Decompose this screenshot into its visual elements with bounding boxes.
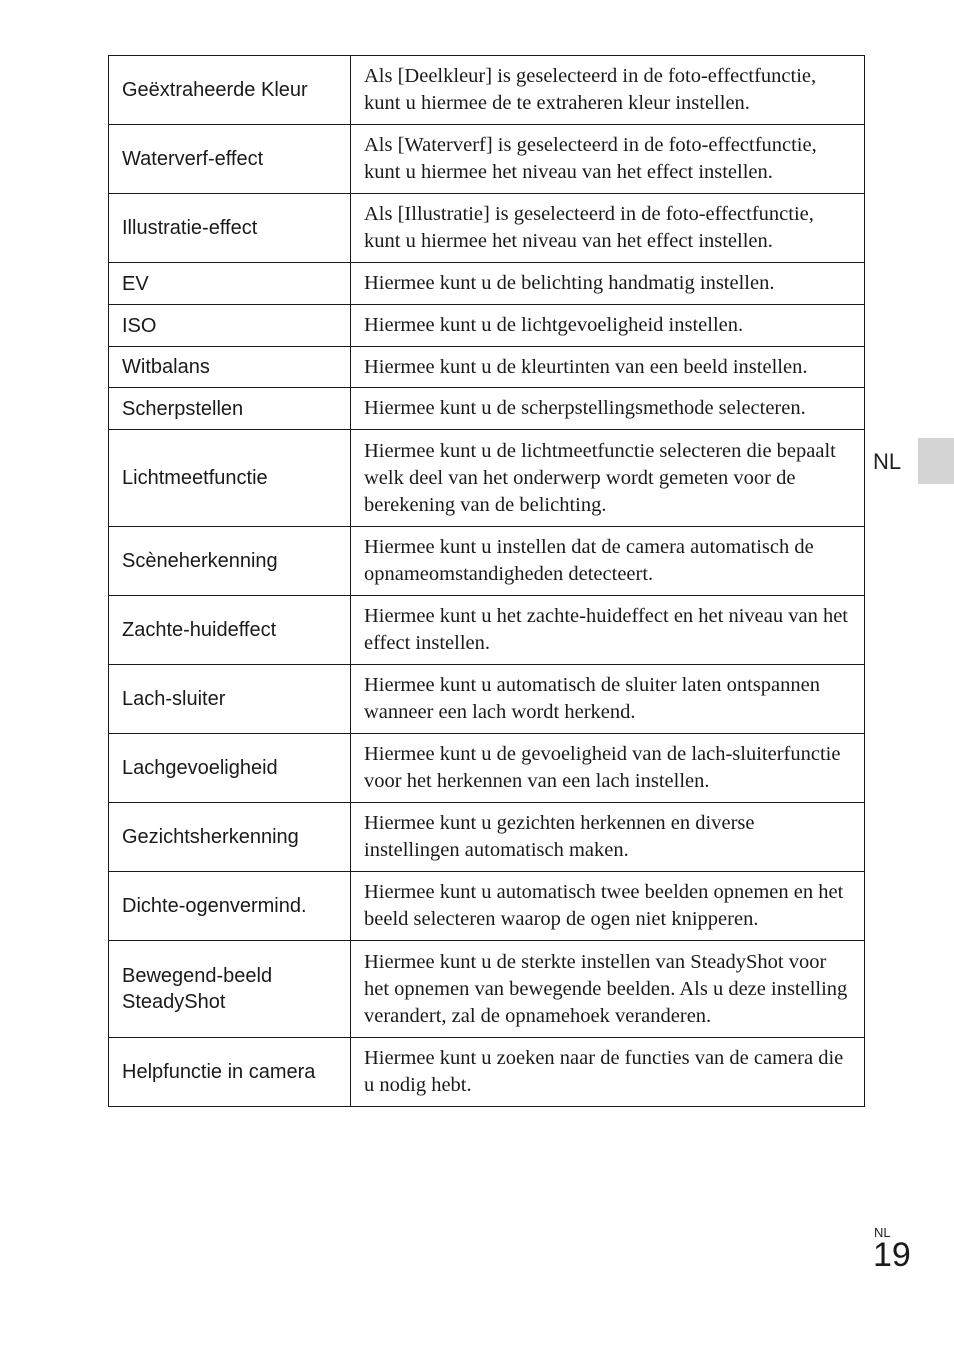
setting-name: Lichtmeetfunctie — [109, 430, 351, 527]
table-row — [109, 665, 865, 734]
setting-name: Scherpstellen — [109, 388, 351, 430]
table-row — [109, 803, 865, 872]
setting-name: Bewegend-beeld SteadyShot — [109, 941, 351, 1038]
setting-name: Lach-sluiter — [109, 665, 351, 734]
setting-name: Lachgevoeligheid — [109, 734, 351, 803]
table-row — [109, 734, 865, 803]
table-row — [109, 347, 865, 388]
page-number: 19 — [873, 1236, 911, 1274]
setting-name: ISO — [109, 305, 351, 347]
setting-name: Dichte-ogenvermind. — [109, 872, 351, 941]
setting-description: Hiermee kunt u de scherpstellingsmethode selecteren. — [351, 388, 865, 430]
footer-language-code: NL — [874, 1225, 891, 1240]
setting-description: Hiermee kunt u automatisch twee beelden opnemen en het beeld selecteren waarop de ogen niet knipperen. — [351, 872, 865, 941]
setting-description: Hiermee kunt u gezichten herkennen en diverse instellingen automatisch maken. — [351, 803, 865, 872]
table-row — [109, 941, 865, 1038]
table-row — [109, 872, 865, 941]
setting-description: Hiermee kunt u de sterkte instellen van SteadyShot voor het opnemen van bewegende beelden. Als u deze instelling verandert, zal de opnamehoek veranderen. — [351, 941, 865, 1038]
table-row — [109, 388, 865, 430]
setting-description: Hiermee kunt u de gevoeligheid van de lach-sluiterfunctie voor het herkennen van een lach instellen. — [351, 734, 865, 803]
setting-name: Zachte-huideffect — [109, 596, 351, 665]
setting-name: EV — [109, 263, 351, 305]
setting-name: Geëxtraheerde Kleur — [109, 56, 351, 125]
setting-name: Gezichtsherkenning — [109, 803, 351, 872]
table-row — [109, 305, 865, 347]
setting-name: Waterverf-effect — [109, 125, 351, 194]
setting-name: Helpfunctie in camera — [109, 1038, 351, 1107]
table-row — [109, 125, 865, 194]
setting-description: Als [Waterverf] is geselecteerd in de foto-effectfunctie, kunt u hiermee het niveau van het effect instellen. — [351, 125, 865, 194]
setting-name: Illustratie-effect — [109, 194, 351, 263]
language-tab — [918, 438, 954, 484]
setting-description: Hiermee kunt u de lichtmeetfunctie selecteren die bepaalt welk deel van het onderwerp wordt gemeten voor de berekening van de belichting. — [351, 430, 865, 527]
setting-description: Hiermee kunt u de kleurtinten van een beeld instellen. — [351, 347, 865, 388]
setting-description: Hiermee kunt u de lichtgevoeligheid instellen. — [351, 305, 865, 347]
table-row — [109, 1038, 865, 1107]
setting-description: Hiermee kunt u zoeken naar de functies van de camera die u nodig hebt. — [351, 1038, 865, 1107]
language-tab-label: NL — [873, 449, 902, 474]
table-row — [109, 56, 865, 125]
setting-description: Hiermee kunt u automatisch de sluiter laten ontspannen wanneer een lach wordt herkend. — [351, 665, 865, 734]
settings-table — [108, 55, 865, 1107]
table-row — [109, 527, 865, 596]
setting-description: Hiermee kunt u het zachte-huideffect en het niveau van het effect instellen. — [351, 596, 865, 665]
setting-description: Als [Deelkleur] is geselecteerd in de foto-effectfunctie, kunt u hiermee de te extraheren kleur instellen. — [351, 56, 865, 125]
setting-name: Witbalans — [109, 347, 351, 388]
table-row — [109, 263, 865, 305]
setting-name: Scèneherkenning — [109, 527, 351, 596]
table-row — [109, 430, 865, 527]
setting-description: Hiermee kunt u instellen dat de camera automatisch de opnameomstandigheden detecteert. — [351, 527, 865, 596]
setting-description: Als [Illustratie] is geselecteerd in de foto-effectfunctie, kunt u hiermee het niveau van het effect instellen. — [351, 194, 865, 263]
table-row — [109, 194, 865, 263]
setting-description: Hiermee kunt u de belichting handmatig instellen. — [351, 263, 865, 305]
table-row — [109, 596, 865, 665]
